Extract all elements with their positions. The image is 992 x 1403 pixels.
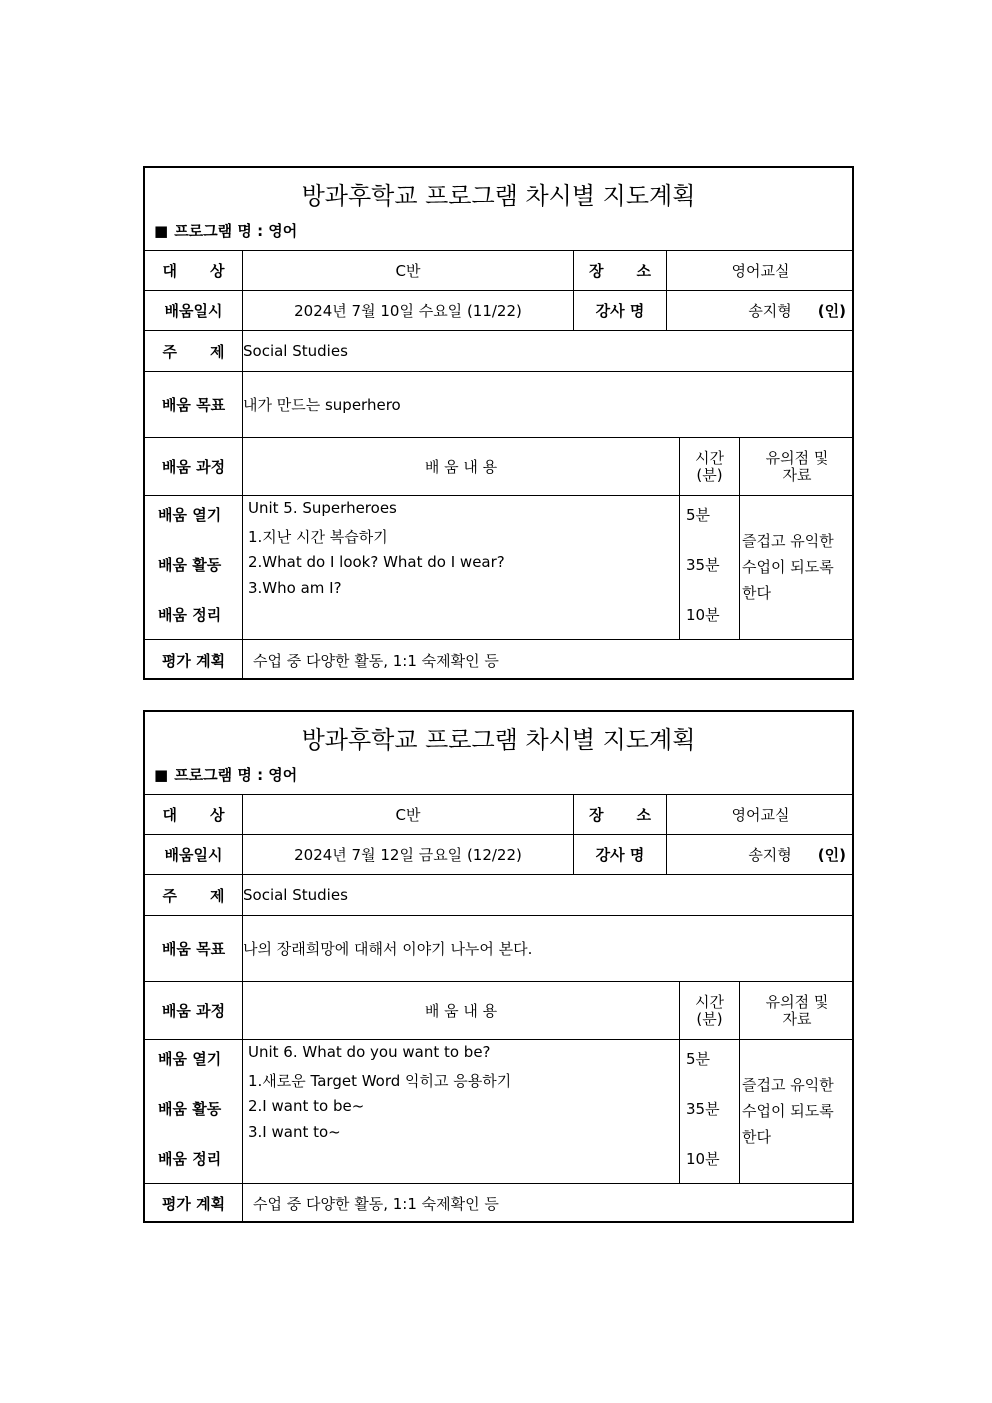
content-line: 3.Who am I? [248,579,342,597]
time-open: 5분 [686,506,711,524]
eval-value: 수업 중 다양한 활동, 1:1 숙제확인 등 [253,1195,499,1213]
plan-header [145,168,852,251]
program-name [154,764,297,785]
square-bullet-icon: ■ [154,222,169,240]
teacher-label: 강사 명 [574,291,667,331]
eval-label: 평가 계획 [145,1184,243,1223]
stage-activity: 배움 활동 [158,1100,222,1118]
target-label: 대 상 [145,250,243,291]
teacher-value: 송지형 (인) [667,835,854,875]
teacher-label: 강사 명 [574,835,667,875]
target-label: 대 상 [145,794,243,835]
stage-close: 배움 정리 [158,1150,222,1168]
content-line: Unit 6. What do you want to be? [248,1043,491,1061]
program-name [154,220,297,241]
time-header: 시간 (분) [680,438,740,496]
plan-title: 방과후학교 프로그램 차시별 지도계획 [301,726,696,754]
content-line: 2.I want to be~ [248,1097,365,1115]
note-line: 한다 [742,584,771,602]
goal-value: 나의 장래희망에 대해서 이야기 나누어 본다. [243,916,854,982]
target-value: C반 [243,794,574,835]
lesson-plan-table [143,710,854,1223]
date-value: 2024년 7월 12일 금요일 (12/22) [243,835,574,875]
place-label: 장 소 [574,250,667,291]
note-column [740,1040,854,1184]
time-header: 시간 (분) [680,982,740,1040]
seal-mark: (인) [817,302,846,320]
square-bullet-icon: ■ [154,766,169,784]
date-value: 2024년 7월 10일 수요일 (11/22) [243,291,574,331]
place-label: 장 소 [574,794,667,835]
goal-value: 내가 만드는 superhero [243,372,854,438]
process-label: 배움 과정 [145,982,243,1040]
lesson-plan-table [143,166,854,680]
date-label: 배움일시 [145,291,243,331]
topic-value: Social Studies [243,331,854,372]
seal-mark: (인) [817,846,846,864]
time-close: 10분 [686,606,720,624]
program-label: 프로그램 명 : 영어 [174,222,298,240]
content-column [243,1040,680,1184]
eval-label: 평가 계획 [145,640,243,680]
topic-label: 주 제 [145,331,243,372]
time-activity: 35분 [686,1100,720,1118]
time-close: 10분 [686,1150,720,1168]
plan-title: 방과후학교 프로그램 차시별 지도계획 [301,182,696,210]
time-open: 5분 [686,1050,711,1068]
stage-column [145,1040,243,1184]
note-header: 유의점 및 자료 [740,438,854,496]
stage-open: 배움 열기 [158,1050,222,1068]
topic-value: Social Studies [243,875,854,916]
place-value: 영어교실 [667,794,854,835]
note-column [740,496,854,640]
content-line: 3.I want to~ [248,1123,341,1141]
teacher-value: 송지형 (인) [667,291,854,331]
topic-label: 주 제 [145,875,243,916]
content-line: 1.새로운 Target Word 익히고 응용하기 [248,1072,512,1090]
program-label: 프로그램 명 : 영어 [174,766,298,784]
note-header: 유의점 및 자료 [740,982,854,1040]
content-header: 배 움 내 용 [243,982,680,1040]
goal-label: 배움 목표 [145,372,243,438]
note-line: 즐겁고 유익한 [742,1076,834,1094]
note-line: 수업이 되도록 [742,558,834,576]
content-line: 2.What do I look? What do I wear? [248,553,505,571]
content-line: 1.지난 시간 복습하기 [248,528,388,546]
plan-header [145,712,852,795]
stage-activity: 배움 활동 [158,556,222,574]
eval-value: 수업 중 다양한 활동, 1:1 숙제확인 등 [253,651,499,670]
stage-close: 배움 정리 [158,606,222,624]
note-line: 즐겁고 유익한 [742,532,834,550]
stage-column [145,496,243,640]
place-value: 영어교실 [667,250,854,291]
time-activity: 35분 [686,556,720,574]
note-line: 수업이 되도록 [742,1102,834,1120]
stage-open: 배움 열기 [158,506,222,524]
process-label: 배움 과정 [145,438,243,496]
time-column [680,496,740,640]
content-column [243,496,680,640]
note-line: 한다 [742,1128,771,1146]
time-column [680,1040,740,1184]
content-header: 배 움 내 용 [243,438,680,496]
target-value: C반 [243,250,574,291]
content-line: Unit 5. Superheroes [248,499,397,517]
goal-label: 배움 목표 [145,916,243,982]
date-label: 배움일시 [145,835,243,875]
